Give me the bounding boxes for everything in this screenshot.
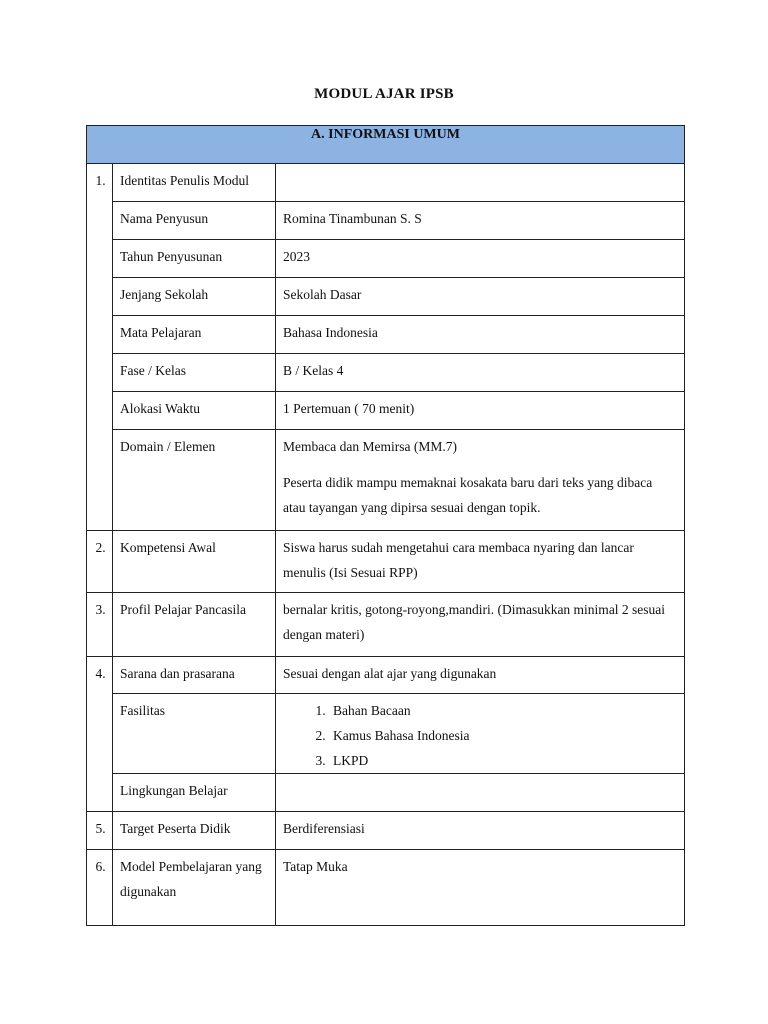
row-value [276,694,685,774]
list-item: 1. Bahan Bacaan [329,698,678,723]
row-label: Alokasi Waktu [113,392,276,430]
row-label: Lingkungan Belajar [113,774,276,812]
row-number: 2. [87,531,113,593]
row-value: Sekolah Dasar [276,278,685,316]
row-label: Sarana dan prasarana [113,657,276,694]
list-item: 2. Kamus Bahasa Indonesia [329,723,678,748]
table-row [87,240,685,278]
table-row [87,531,685,593]
table-row [87,593,685,657]
facility-list [283,698,678,773]
table-row [87,354,685,392]
row-value: Berdiferensiasi [276,812,685,850]
row-label: Mata Pelajaran [113,316,276,354]
row-value: bernalar kritis, gotong-royong,mandiri. (Dimasukkan minimal 2 sesuai dengan materi) [276,593,685,657]
row-value: 2023 [276,240,685,278]
table-row [87,694,685,774]
table-row [87,812,685,850]
document-title: MODUL AJAR IPSB [314,86,454,102]
row-label: Domain / Elemen [113,430,276,531]
row-label: Tahun Penyusunan [113,240,276,278]
row-label: Identitas Penulis Modul [113,164,276,202]
row-value [276,164,685,202]
row-number: 3. [87,593,113,657]
row-value [276,774,685,812]
info-table [86,125,685,926]
row-number: 6. [87,850,113,926]
row-label: Jenjang Sekolah [113,278,276,316]
table-row [87,164,685,202]
row-value: Siswa harus sudah mengetahui cara membaca nyaring dan lancar menulis (Isi Sesuai RPP) [276,531,685,593]
row-value: Romina Tinambunan S. S [276,202,685,240]
row-value: Tatap Muka [276,850,685,926]
row-label: Profil Pelajar Pancasila [113,593,276,657]
table-row [87,774,685,812]
row-value: Sesuai dengan alat ajar yang digunakan [276,657,685,694]
row-value: Bahasa Indonesia [276,316,685,354]
row-value: B / Kelas 4 [276,354,685,392]
row-value: 1 Pertemuan ( 70 menit) [276,392,685,430]
row-label: Model Pembelajaran yang digunakan [113,850,276,926]
list-item: 3. LKPD [329,748,678,773]
table-row [87,316,685,354]
table-row [87,202,685,240]
row-number: 1. [87,164,113,202]
section-header: A. INFORMASI UMUM [87,126,685,164]
row-label: Kompetensi Awal [113,531,276,593]
row-label: Nama Penyusun [113,202,276,240]
row-value: Membaca dan Memirsa (MM.7) Peserta didik mampu memaknai kosakata baru dari teks yang dibaca atau tayangan yang dipirsa sesuai dengan topik. [276,430,685,531]
row-label: Target Peserta Didik [113,812,276,850]
table-row [87,430,685,531]
table-row [87,392,685,430]
table-row [87,657,685,694]
table-row [87,850,685,926]
section-header-row [87,126,685,164]
row-number: 4. [87,657,113,694]
table-row [87,278,685,316]
row-label: Fase / Kelas [113,354,276,392]
domain-description: Peserta didik mampu memaknai kosakata baru dari teks yang dibaca atau tayangan yang dipirsa sesuai dengan topik. [283,475,653,515]
row-number: 5. [87,812,113,850]
row-label: Fasilitas [113,694,276,774]
